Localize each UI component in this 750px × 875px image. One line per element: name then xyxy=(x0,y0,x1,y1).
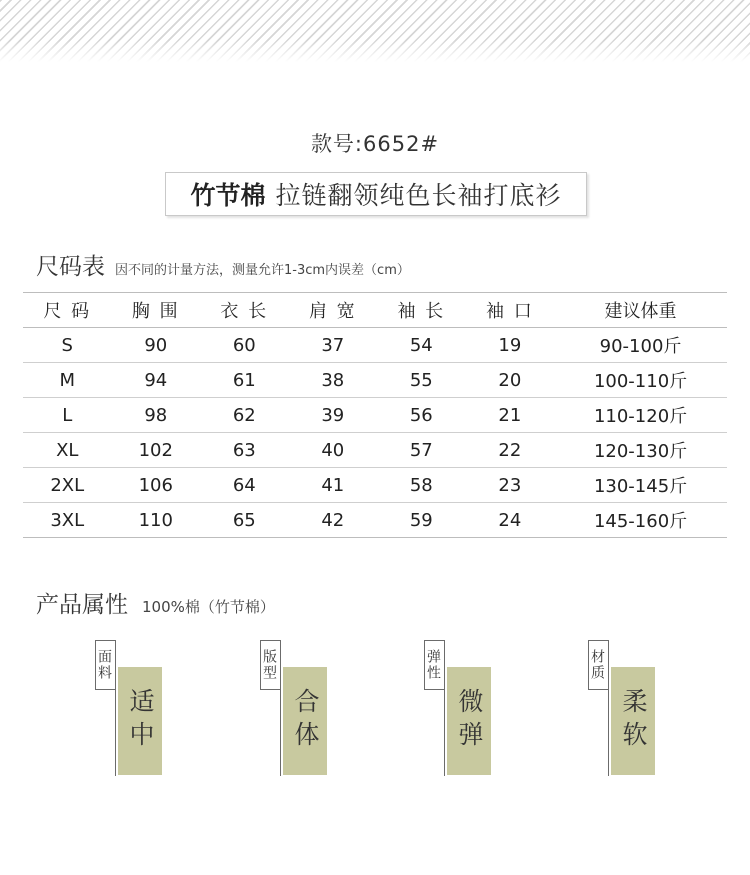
size-table xyxy=(23,292,727,538)
cell-cuff: 19 xyxy=(466,328,555,363)
cell-sleeve-length: 54 xyxy=(377,328,466,363)
attribute-label: 面料 xyxy=(95,640,116,690)
header-shoulder: 肩 宽 xyxy=(289,293,378,328)
cell-length: 63 xyxy=(200,433,289,468)
attribute-tags xyxy=(0,640,750,780)
header-cuff: 袖 口 xyxy=(466,293,555,328)
cell-size: 2XL xyxy=(23,468,112,503)
attribute-fabric xyxy=(95,640,185,780)
size-chart-heading xyxy=(36,248,410,281)
cell-sleeve-length: 58 xyxy=(377,468,466,503)
size-chart-note: 因不同的计量方法，测量允许1-3cm内误差（cm） xyxy=(115,263,410,278)
header-length: 衣 长 xyxy=(200,293,289,328)
cell-cuff: 24 xyxy=(466,503,555,538)
attribute-label: 版型 xyxy=(260,640,281,690)
cell-length: 62 xyxy=(200,398,289,433)
cell-shoulder: 37 xyxy=(289,328,378,363)
cell-size: L xyxy=(23,398,112,433)
cell-cuff: 20 xyxy=(466,363,555,398)
product-name-box xyxy=(165,172,587,216)
cell-shoulder: 39 xyxy=(289,398,378,433)
cell-cuff: 22 xyxy=(466,433,555,468)
attribute-elasticity xyxy=(424,640,514,780)
attribute-value: 柔软 xyxy=(611,667,655,775)
table-row xyxy=(23,503,727,538)
cell-weight: 90-100斤 xyxy=(554,328,727,363)
cell-cuff: 21 xyxy=(466,398,555,433)
cell-size: M xyxy=(23,363,112,398)
style-number: 款号:6652# xyxy=(310,132,440,156)
product-material: 竹节棉 xyxy=(190,181,266,210)
cell-chest: 98 xyxy=(112,398,201,433)
cell-weight: 110-120斤 xyxy=(554,398,727,433)
header-sleeve-length: 袖 长 xyxy=(377,293,466,328)
cell-size: XL xyxy=(23,433,112,468)
attributes-title: 产品属性 xyxy=(36,592,128,618)
attributes-heading xyxy=(36,586,275,619)
cell-chest: 90 xyxy=(112,328,201,363)
cell-sleeve-length: 59 xyxy=(377,503,466,538)
table-row xyxy=(23,433,727,468)
cell-length: 65 xyxy=(200,503,289,538)
header-size: 尺 码 xyxy=(23,293,112,328)
cell-length: 61 xyxy=(200,363,289,398)
attribute-texture xyxy=(588,640,678,780)
cell-sleeve-length: 56 xyxy=(377,398,466,433)
hatched-band-fade xyxy=(0,40,750,62)
attribute-value: 合体 xyxy=(283,667,327,775)
attributes-note: 100%棉（竹节棉） xyxy=(142,598,275,616)
cell-weight: 130-145斤 xyxy=(554,468,727,503)
cell-size: 3XL xyxy=(23,503,112,538)
attribute-label: 材质 xyxy=(588,640,609,690)
attribute-value: 适中 xyxy=(118,667,162,775)
attribute-fit xyxy=(260,640,350,780)
table-row xyxy=(23,328,727,363)
cell-weight: 145-160斤 xyxy=(554,503,727,538)
cell-length: 60 xyxy=(200,328,289,363)
attribute-label: 弹性 xyxy=(424,640,445,690)
cell-sleeve-length: 57 xyxy=(377,433,466,468)
header-weight: 建议体重 xyxy=(554,293,727,328)
cell-chest: 110 xyxy=(112,503,201,538)
product-description: 拉链翻领纯色长袖打底衫 xyxy=(275,181,562,210)
header-chest: 胸 围 xyxy=(112,293,201,328)
cell-shoulder: 42 xyxy=(289,503,378,538)
cell-cuff: 23 xyxy=(466,468,555,503)
size-table-header-row xyxy=(23,293,727,328)
cell-shoulder: 40 xyxy=(289,433,378,468)
cell-shoulder: 41 xyxy=(289,468,378,503)
cell-weight: 100-110斤 xyxy=(554,363,727,398)
cell-chest: 94 xyxy=(112,363,201,398)
table-row xyxy=(23,398,727,433)
cell-length: 64 xyxy=(200,468,289,503)
cell-shoulder: 38 xyxy=(289,363,378,398)
table-row xyxy=(23,363,727,398)
cell-chest: 102 xyxy=(112,433,201,468)
cell-weight: 120-130斤 xyxy=(554,433,727,468)
attribute-value: 微弹 xyxy=(447,667,491,775)
table-row xyxy=(23,468,727,503)
cell-sleeve-length: 55 xyxy=(377,363,466,398)
cell-chest: 106 xyxy=(112,468,201,503)
cell-size: S xyxy=(23,328,112,363)
size-chart-title: 尺码表 xyxy=(36,254,105,280)
